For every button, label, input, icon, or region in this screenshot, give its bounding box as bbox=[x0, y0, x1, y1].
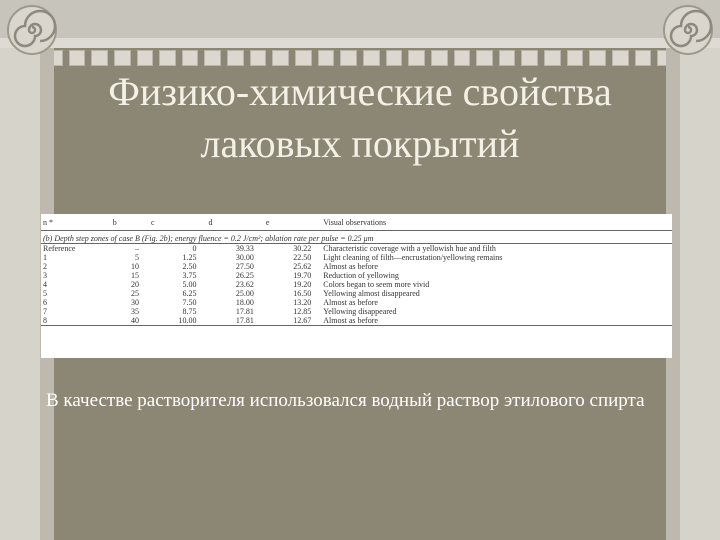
frame-left-column bbox=[0, 48, 40, 540]
table-cell: 19.20 bbox=[293, 280, 312, 289]
table-cell: Almost as before bbox=[321, 316, 672, 326]
header-b: b bbox=[111, 214, 149, 231]
table-cell: 18.00 bbox=[235, 298, 254, 307]
table-cell: 0 bbox=[192, 244, 197, 253]
table-cell: 17.81 bbox=[235, 307, 254, 316]
frame-top-band bbox=[0, 0, 720, 38]
frame-right-column bbox=[680, 48, 720, 540]
table-note-row bbox=[41, 231, 672, 244]
table-cell: 17.81 bbox=[206, 316, 263, 326]
table-cell: 25.62 bbox=[293, 262, 312, 271]
table-cell: 5 bbox=[43, 289, 47, 298]
table-cell: 25 bbox=[131, 289, 140, 298]
header-e: e bbox=[264, 214, 321, 231]
frame-top-molding bbox=[0, 38, 720, 48]
table-cell: 22.50 bbox=[293, 253, 312, 262]
table-cell: Yellowing disappeared bbox=[323, 307, 397, 316]
table-row bbox=[41, 271, 672, 280]
observations-table bbox=[41, 214, 672, 326]
table-cell: 20 bbox=[131, 280, 140, 289]
table-cell: Colors began to seem more vivid bbox=[323, 280, 430, 289]
data-table-image bbox=[41, 214, 672, 358]
table-note: (b) Depth step zones of case B (Fig. 2b); energy fluence = 0.2 J/cm²; ablation rate per pulse = 0.25 μm bbox=[41, 231, 672, 244]
table-cell: 3.75 bbox=[182, 271, 197, 280]
table-cell: 13.20 bbox=[293, 298, 312, 307]
table-cell: 26.25 bbox=[235, 271, 254, 280]
table-cell: 7 bbox=[43, 307, 47, 316]
table-cell: 30.22 bbox=[293, 244, 312, 253]
table-cell: Almost as before bbox=[323, 298, 378, 307]
title-line-1: Физико-химические свойства bbox=[108, 69, 612, 114]
table-cell: 7.50 bbox=[182, 298, 197, 307]
table-cell: 3 bbox=[43, 271, 47, 280]
table-cell: 23.62 bbox=[235, 280, 254, 289]
table-cell: 5.00 bbox=[182, 280, 197, 289]
table-cell: 10 bbox=[131, 262, 140, 271]
table-cell: 8.75 bbox=[182, 307, 197, 316]
table-cell: 12.67 bbox=[264, 316, 321, 326]
body-text: В качестве растворителя использовался водный раствор этилового спирта bbox=[46, 390, 645, 411]
table-cell: Reduction of yellowing bbox=[323, 271, 399, 280]
title-line-2: лаковых покрытий bbox=[200, 121, 520, 166]
table-cell: 30 bbox=[131, 298, 140, 307]
table-cell: 10.00 bbox=[149, 316, 206, 326]
table-row bbox=[41, 253, 672, 262]
slide-title bbox=[60, 66, 660, 170]
header-c: c bbox=[149, 214, 206, 231]
frame-dentils bbox=[46, 50, 674, 66]
table-cell: 30.00 bbox=[235, 253, 254, 262]
table-cell: Almost as before bbox=[323, 262, 378, 271]
table-cell: Light cleaning of filth—encrustation/yellowing remains bbox=[323, 253, 503, 262]
header-d: d bbox=[206, 214, 263, 231]
table-row bbox=[41, 289, 672, 298]
table-row bbox=[41, 316, 672, 326]
table-row bbox=[41, 262, 672, 271]
table-cell: Characteristic coverage with a yellowish hue and filth bbox=[323, 244, 496, 253]
table-row bbox=[41, 280, 672, 289]
header-n: n * bbox=[41, 214, 111, 231]
table-row bbox=[41, 298, 672, 307]
table-cell: 8 bbox=[41, 316, 111, 326]
table-cell: 39.33 bbox=[235, 244, 254, 253]
table-cell: 27.50 bbox=[235, 262, 254, 271]
table-cell: 4 bbox=[43, 280, 47, 289]
table-cell: 6.25 bbox=[182, 289, 197, 298]
table-cell: 15 bbox=[131, 271, 140, 280]
table-cell: 2 bbox=[43, 262, 47, 271]
table-cell: 16.50 bbox=[293, 289, 312, 298]
table-cell: 6 bbox=[43, 298, 47, 307]
spiral-scroll-icon bbox=[662, 4, 714, 56]
table-cell: – bbox=[135, 244, 140, 253]
table-cell: 12.85 bbox=[293, 307, 312, 316]
table-cell: 40 bbox=[111, 316, 149, 326]
table-cell: 2.50 bbox=[182, 262, 197, 271]
table-cell: 25.00 bbox=[235, 289, 254, 298]
table-cell: 35 bbox=[131, 307, 140, 316]
table-cell: 5 bbox=[135, 253, 140, 262]
table-cell: Yellowing almost disappeared bbox=[323, 289, 420, 298]
table-cell: 1 bbox=[43, 253, 47, 262]
table-cell: Reference bbox=[43, 244, 76, 253]
header-observations: Visual observations bbox=[321, 214, 672, 231]
spiral-scroll-icon bbox=[6, 4, 58, 56]
table-header-row bbox=[41, 214, 672, 231]
table-row bbox=[41, 244, 672, 254]
table-row bbox=[41, 307, 672, 316]
table-cell: 1.25 bbox=[182, 253, 197, 262]
table-cell: 19.70 bbox=[293, 271, 312, 280]
